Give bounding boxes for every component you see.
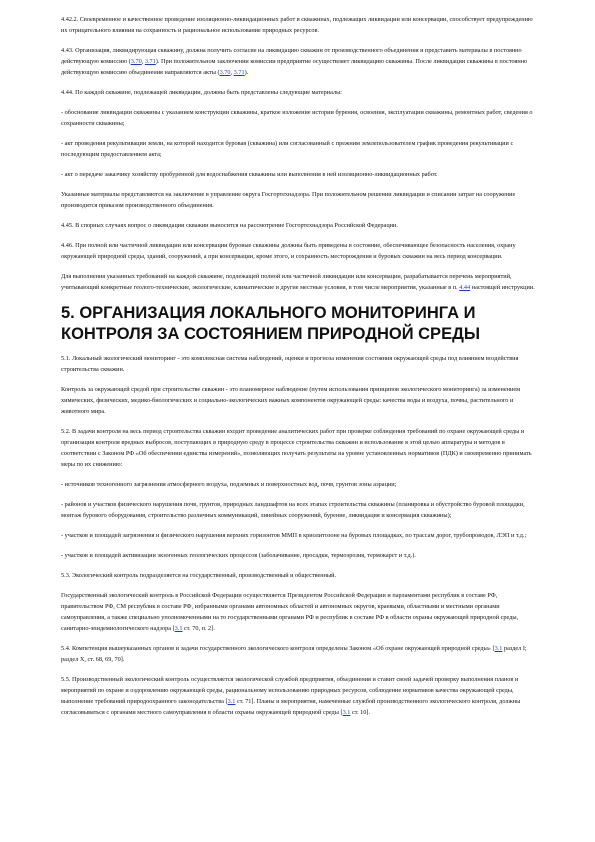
paragraphs-after-heading [61,353,535,718]
paragraph-text: - акт проведения рекультивации земли, на которой находится буровая (скважина) или согласованный с прежним землепользователем график проведения рекультивации с последующим предоставлением акта; [61,140,514,158]
paragraph-p-4-46-a [61,271,535,293]
reference-link[interactable]: 3.1 [342,709,351,716]
paragraph-text: - районов и участков физического нарушения почв, грунтов, природных ландшафтов на всех этапах строительства скважины (планировка и обустройство буровой площадки, монтаж бурового оборудования, строительство различных коммуникаций, линейных сооружений, бурение, ликвидация и консервация скважины); [61,501,525,519]
paragraph-p-5-5 [61,674,535,718]
paragraph-text: - обоснование ликвидации скважины с указанием конструкции скважины, краткое изложение истории бурения, освоения, эксплуатации скважины, ремонтных работ, сведения о сохранности скважины; [61,109,533,127]
paragraph-text: ст. 71]. Планы и мероприятия, намеченные службой производственного экологического контроля, должны согласовываться с органами местного самоуправления в области охраны окружающей природной среды [ [61,698,521,716]
paragraph-text: 4.44. По каждой скважине, подлежащей ликвидации, должны быть представлены следующие материалы: [61,89,343,96]
section-heading: 5. ОРГАНИЗАЦИЯ ЛОКАЛЬНОГО МОНИТОРИНГА И КОНТРОЛЯ ЗА СОСТОЯНИЕМ ПРИРОДНОЙ СРЕДЫ [61,304,480,343]
paragraph-text: 5.1. Локальный экологический мониторинг - это комплексная система наблюдений, оценки и прогноза изменения состояния окружающей среды под влиянием воздействия строительства скважин. [61,355,519,373]
paragraph-text: Для выполнения указанных требований на каждой скважине, подлежащей полной или частичной ликвидации или консервации, разрабатывается перечень мероприятий, учитывающий конкретные геолого-технические, экологические, климатические и другие местные условия, в том числе мероприятия, указанные в п. [61,273,512,291]
reference-link[interactable]: 4.44 [459,284,471,291]
paragraph-p-4-44 [61,87,535,98]
paragraph-p-4-44-c [61,169,535,180]
paragraph-p-4-45 [61,220,535,231]
reference-link[interactable]: 3.70 [219,69,231,76]
paragraph-text: Контроль за окружающей средой при строительстве скважин - это планомерное наблюдение (путем использования принципов экологического мониторинга) за изменением химических, физических, медико-биологических и социально-экологических важных компонентов окружающей среды: качества воды и воздуха, почвы, растительного и животного мира. [61,386,521,415]
paragraph-text: ). При положительном заключении комиссии предприятие осуществляет ликвидацию скважины. После ликвидации скважины в постоянно действующую комиссию объединения направляются акты ( [61,58,528,76]
paragraph-p-4-43 [61,45,535,78]
paragraph-text: , [230,69,234,76]
paragraph-p-4-44-a [61,107,535,129]
paragraph-text: - акт о передаче заказчику хозяйству пробуренной для водоснабжения скважины или выполнения в ней изоляционно-ликвидационных работ. [61,171,438,178]
paragraph-text: 4.42.2. Своевременное и качественное проведение изоляционно-ликвидационных работ в скважинах, подлежащих ликвидации или консервации, способствует предупреждению их отрицательного влияния на сохранность и рациональное использование природных ресурсов. [61,16,533,34]
reference-link[interactable]: 3.1 [494,645,503,652]
paragraph-p-5-2 [61,426,535,470]
paragraph-text: 5.4. Компетенция вышеуказанных органов и задачи государственного экологического контроля определены Законом «Об охране окружающей природной среды» [ [61,645,495,652]
paragraph-p-5-4 [61,643,535,665]
paragraph-text: Указанные материалы представляются на заключение в управление округа Госгортехнадзора. При положительном решении ликвидации и списании затрат на сооружение производится приказом производственного объединения. [61,191,516,209]
reference-link[interactable]: 3.70 [130,58,142,65]
paragraph-text: 4.46. При полной или частичной ликвидации или консервации буровые скважины должны быть приведены в состояние, обеспечивающее безопасность населения, охрану окружающей природной среды, зданий, сооружений, а при консервации, кроме этого, и сохранность месторождения и буровых скважин на весь период консервации. [61,242,516,260]
paragraph-text: ). [244,69,249,76]
paragraph-p-4-44-b [61,138,535,160]
paragraph-text: 4.43. Организация, ликвидирующая скважину, должна получить согласие на ликвидацию скважин от производственного объединения и представить материалы в постоянно действующую комиссию ( [61,47,522,65]
paragraph-text: - участков и площадей активизации экзогенных геологических процессов (заболачивание, просадки, термоэрозия, термокарст и т.д.). [61,552,416,559]
paragraph-p-5-2-b [61,499,535,521]
paragraph-text: , [141,58,145,65]
paragraph-p-5-2-d [61,550,535,561]
paragraph-p-4-44-d [61,189,535,211]
paragraph-text: 5.2. В задачи контроля на весь период строительства скважин входит проведение аналитических работ при проверке соблюдения требований по охране окружающей среды и организация контроля вредных выбросов, поступающих в природную среду в процессе строительства скважин и использование в этой целью аппаратуры и методов в соответствии с Законом РФ «Об обеспечении единства измерений», позволяющих получать результаты на уровне установленных нормативов (ПДК) и своевременно принимать меры по их снижению: [61,428,532,468]
paragraph-text: Государственный экологический контроль в Российской Федерации осуществляется Президентом Российской Федерации и парламентами республик в составе РФ, правительством РФ, СМ республик в составе РФ, избранными органами автономных областей и автономных округов, краевыми, областными и местными органами самоуправления, а также специально уполномоченными на то государственными органами РФ и республик в составе РФ в области охраны окружающей природной среды, санитарно-эпидемиологического надзора [ [61,592,519,632]
paragraph-text: 5.3. Экологический контроль подразделяется на государственный, производственный и общественный. [61,572,337,579]
paragraph-p-5-3 [61,570,535,581]
paragraphs-before-heading [61,14,535,293]
paragraph-p-4-46 [61,240,535,262]
paragraph-text: ст. 70, п. 2]. [182,625,215,632]
reference-link[interactable]: 3.71 [233,69,245,76]
paragraph-text: настоящей инструкции. [470,284,535,291]
paragraph-text: 5.5. Производственный экологический контроль осуществляется экологической службой предприятия, объединения и ставит своей задачей проверку выполнения планов и мероприятий по охране и оздоровлению окружающей среды, рациональному использованию природных ресурсов, соблюдение нормативов качества окружающей среды, выполнение требований природоохранного законодательства [ [61,676,519,705]
reference-link[interactable]: 3.1 [174,625,183,632]
paragraph-text: ст. 10]. [350,709,371,716]
reference-link[interactable]: 3.1 [227,698,236,705]
paragraph-text: раздел I; раздел X, ст. 68, 69, 70]. [61,645,527,663]
paragraph-p-4-42-2 [61,14,535,36]
paragraph-p-5-3-a [61,590,535,634]
paragraph-text: - участков и площадей загрязнения и физического нарушения верхних горизонтов ММП в криолитозоне на буровых площадках, по трассам дорог, трубопроводов, ЛЭП и т.д.; [61,532,527,539]
paragraph-p-5-2-c [61,530,535,541]
paragraph-p-5-1-a [61,384,535,417]
paragraph-p-5-1 [61,353,535,375]
paragraph-text: - источников техногенного загрязнения атмосферного воздуха, подземных и поверхностных вод, почв, грунтов зоны аэрации; [61,481,397,488]
reference-link[interactable]: 3.71 [144,58,156,65]
paragraph-p-5-2-a [61,479,535,490]
paragraph-text: 4.45. В спорных случаях вопрос о ликвидации скважин выносится на рассмотрение Госгортехнадзора Российской Федерации. [61,222,398,229]
